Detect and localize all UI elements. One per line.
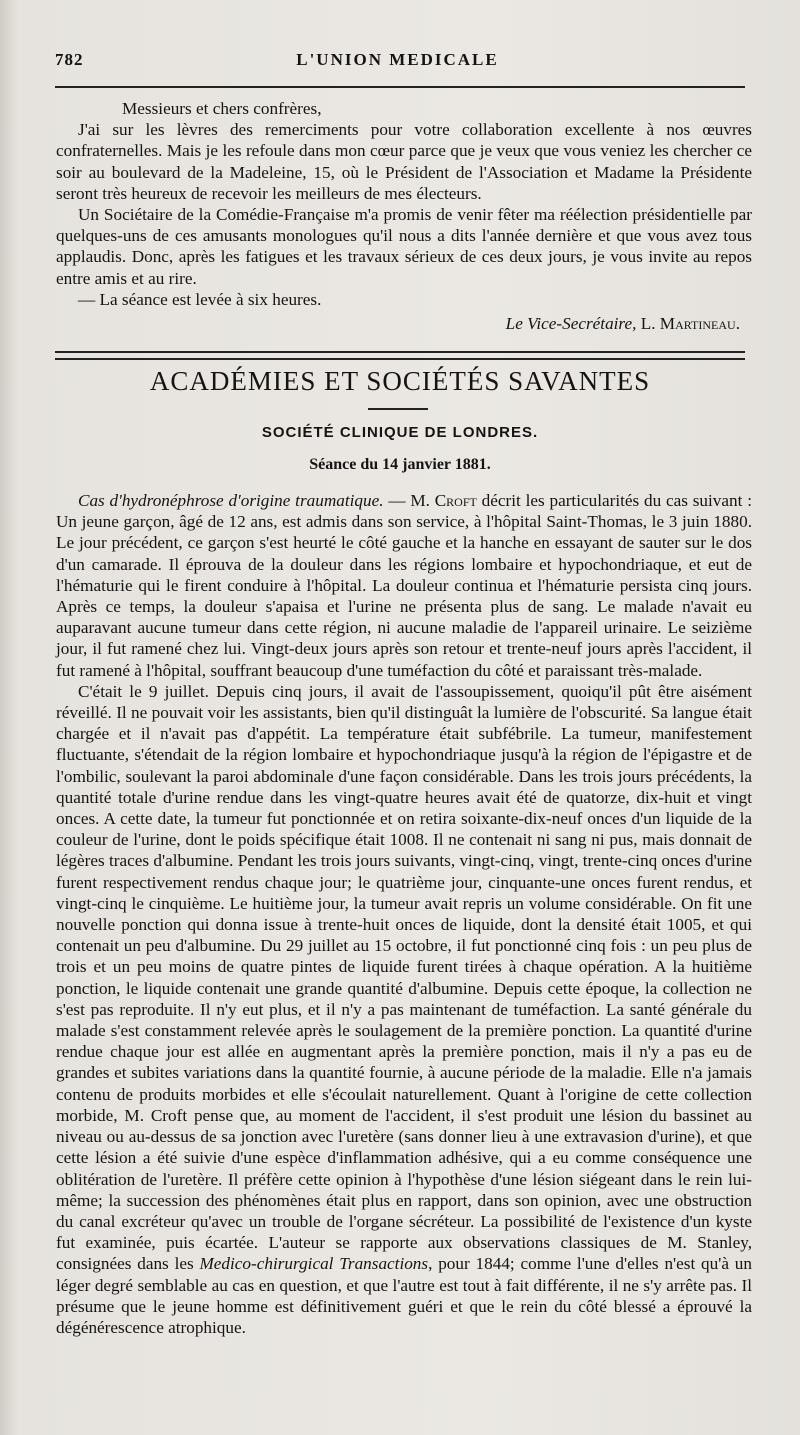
section-divider xyxy=(55,351,745,360)
header-rule xyxy=(55,86,745,88)
running-title: L'UNION MEDICALE xyxy=(296,50,499,69)
signature-role: Le Vice-Secrétaire, xyxy=(505,314,637,334)
paragraph-text: C'était le 9 juillet. Depuis cinq jours, il avait de l'assoupissement, quoiqu'il pût être aisément réveillé. Il ne pouvait voir les assistants, bien qu'il distinguât la lumière de l'obscurité. Sa langue était chargée et il n'avait pas d'appétit. La température était subfébrile. La tumeur, manifestement fluctuante, s'étendait de la région lombaire et hypochondriaque jusqu'à la région de l'épigastre et de l'ombilic, soulevant la paroi abdominale d'une façon considérable. Dans les trois jours précédents, la quantité totale d'urine rendue dans les vingt-quatre heures avait été de quatorze, dix-huit et vingt onces. A cette date, la tumeur fut ponctionnée et on retira soixante-dix-neuf onces d'un liquide de la couleur de l'urine, dont le poids spécifique était 1008. Il ne contenait ni sang ni pus, mais donnait de légères traces d'albumine. Pendant les trois jours suivants, vingt-cinq, vingt, trente-cinq onces d'urine furent respectivement rendus chaque jour; le quatrième jour, cinquante-une onces furent rendus, et vingt-cinq le cinquième. Le huitième jour, la tumeur avait repris un volume considérable. On fit une nouvelle ponction qui donna issue à trente-huit onces de liquide, dont la densité était 1005, et qui contenait un peu d'albumine. Du 29 juillet au 15 octobre, il fut ponctionné cinq fois : un peu plus de trois et un peu moins de quatre pintes de liquide furent tirées à chaque opération. A la huitième ponction, le liquide contenait une grande quantité d'albumine. Depuis cette époque, la collection ne s'est pas reproduite. Il n'y eut plus, et il n'y a pas maintenant de tuméfaction. La santé générale du malade s'est constamment relevée après le soulagement de la première ponction. La quantité d'urine rendue chaque jour est allée en augmentant après la première ponction, mais il n'y a pas eu de grandes et subites variations dans la quantité fournie, à aucune période de la maladie. Elle n'a jamais contenu de produits morbides et elle s'écoulait naturellement. Quant à l'origine de cette collection morbide, M. Croft pense que, au moment de l'accident, il s'est produit une lésion du bassinet au niveau ou au-dessus de sa jonction avec l'uretère (sans donner lieu à une extravasion d'urine), et que cette lésion a été suivie d'une espèce d'inflammation adhésive, qui a eu comme conséquence une oblitération de l'uretère. Il préfère cette opinion à l'hypothèse d'une lésion siégeant dans le rein lui-même; la succession des phénomènes était plus en rapport, dans son opinion, avec une obstruction du canal excréteur qu'avec un trouble de l'organe sécréteur. La possibilité de l'existence d'un kyste fut examinée, puis écartée. L'auteur se rapporte aux observations classiques de M. Stanley, consignées dans les xyxy=(56,681,752,1274)
signature-name: L. Martineau. xyxy=(640,314,740,334)
page-number: 782 xyxy=(55,50,84,69)
speech-block xyxy=(56,98,752,334)
author-name: Croft xyxy=(434,491,477,510)
article-paragraph xyxy=(56,681,752,1338)
session-date: Séance du 14 janvier 1881. xyxy=(309,456,491,473)
article-body xyxy=(56,490,752,1338)
article-paragraph xyxy=(56,490,752,681)
page-header xyxy=(55,44,740,78)
speech-paragraph: J'ai sur les lèvres des remerciments pour votre collaboration excellente à nos œuvres confraternelles. Mais je les refoule dans mon cœur parce que je veux que vous veniez les chercher ce soir au boulevard de la Madeleine, 15, où le Président de l'Association et Madame la Présidente seront très heureux de recevoir les meilleurs de mes électeurs. xyxy=(56,120,752,203)
paragraph-text: décrit les particularités du cas suivant : Un jeune garçon, âgé de 12 ans, est admis dans son service, à l'hôpital Saint-Thomas, le 3 juin 1880. Le jour précédent, ce garçon s'est heurté le côté gauche et la hanche en essayant de sauter sur le dos d'un camarade. Il éprouva de la douleur dans les régions lombaire et hypochondriaque, et eut de l'hématurie qui le firent conduire à l'hôpital. La douleur continua et l'hématurie persista cinq jours. Après ce temps, la douleur s'apaisa et l'urine ne présenta plus de sang. Le malade n'avait eu auparavant aucune tumeur dans cette région, ni aucune maladie de l'appareil urinaire. Le seizième jour, il fut ramené chez lui. Vingt-deux jours après son retour et trente-neuf jours après l'accident, il fut ramené à l'hôpital, souffrant beaucoup d'une tuméfaction du côté et paraissant très-malade. xyxy=(56,491,752,680)
society-name: SOCIÉTÉ CLINIQUE DE LONDRES. xyxy=(261,424,539,441)
closing-line: — La séance est levée à six heures. xyxy=(78,289,322,309)
journal-title: Medico-chirurgical Transactions xyxy=(199,1254,429,1274)
paragraph-text: , pour 1844; comme l'une d'elles n'est qu'à un léger degré semblable au cas en question, et que l'autre est tout à fait différente, il ne s'y arrête pas. Il présume que le jeune homme est définitivement guéri et que le rein du côté blessé a éprouvé la dégénérescence atrophique. xyxy=(56,1254,752,1337)
title-rule xyxy=(368,408,428,410)
signature xyxy=(56,313,752,334)
case-title: Cas d'hydronéphrose d'origine traumatique. xyxy=(78,491,384,510)
speech-paragraph: Un Sociétaire de la Comédie-Française m'a promis de venir fêter ma réélection présidentielle par quelques-uns de ces amusants monologues qu'il nous a dits l'année dernière et que vous avez tous applaudis. Donc, après les fatigues et les travaux sérieux de ces deux jours, je vous invite au repos entre amis et au rire. xyxy=(56,205,752,288)
salutation: Messieurs et chers confrères, xyxy=(122,99,322,118)
dash: — M. xyxy=(383,491,435,510)
section-title: ACADÉMIES ET SOCIÉTÉS SAVANTES xyxy=(149,366,651,396)
